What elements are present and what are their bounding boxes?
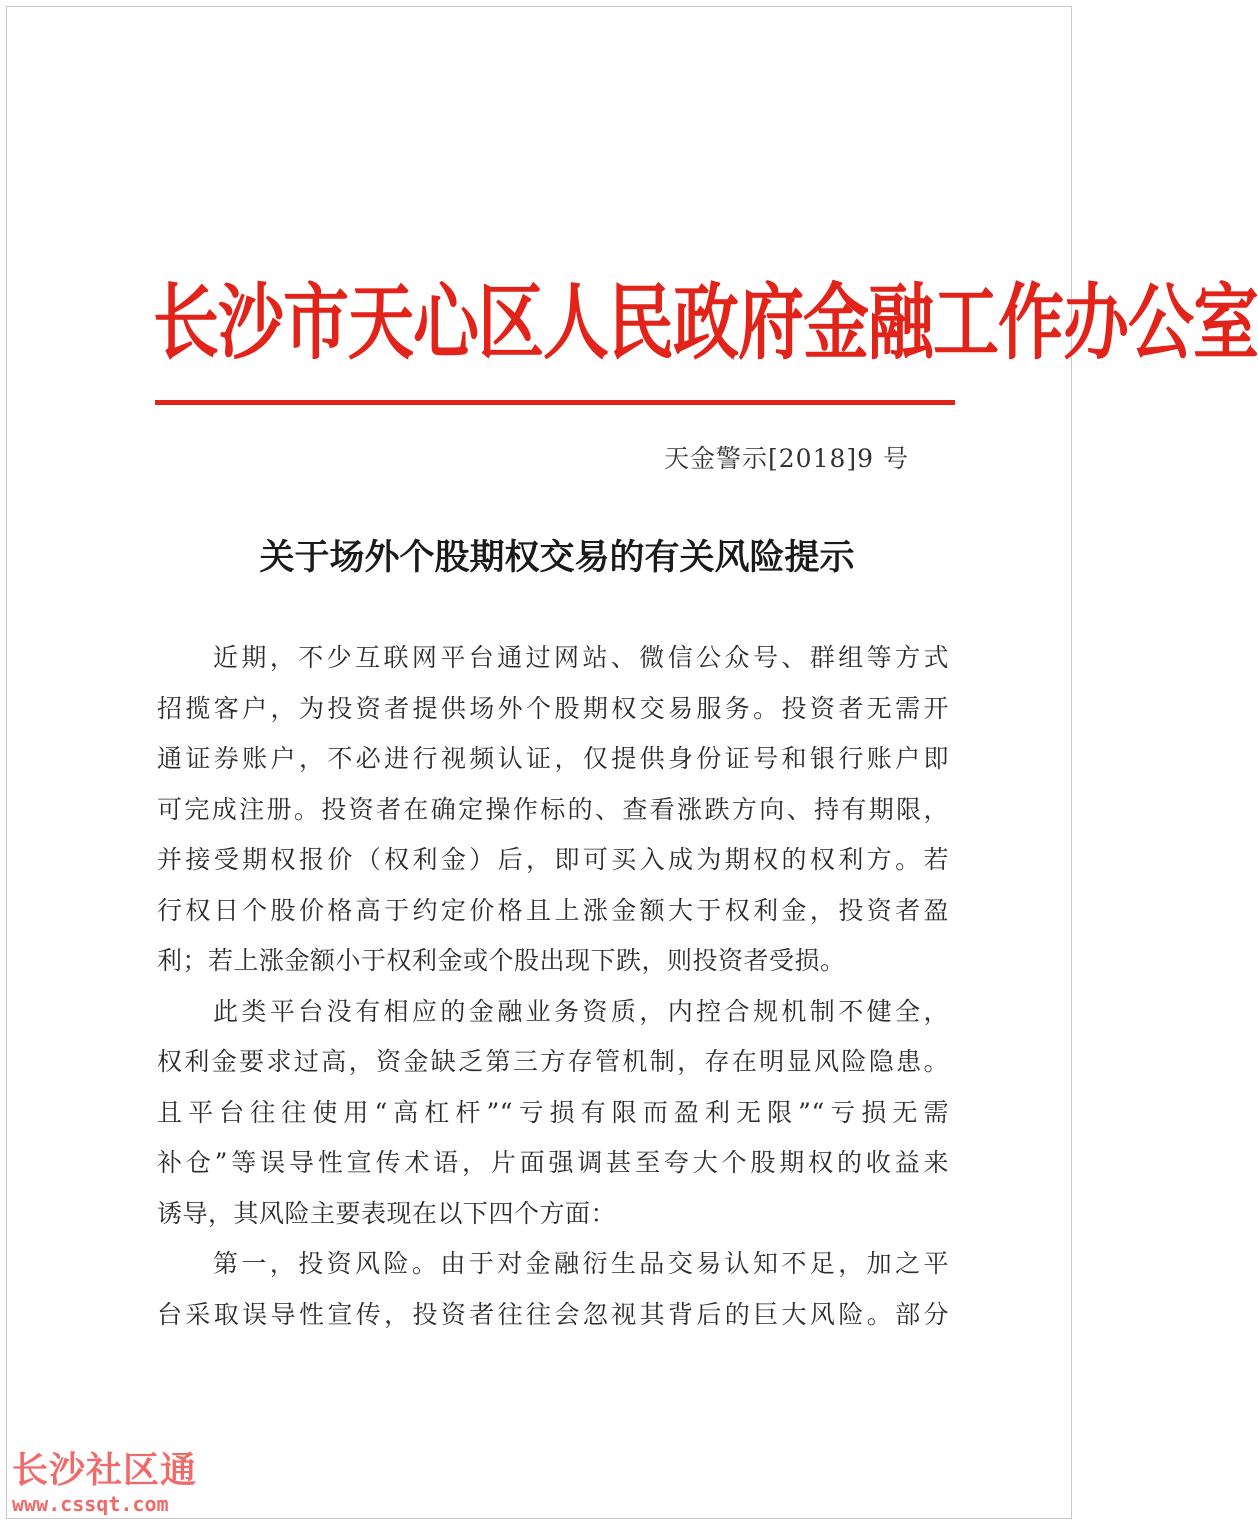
body-line: 近期，不少互联网平台通过网站、微信公众号、群组等方式 bbox=[213, 643, 949, 672]
body-line: 利；若上涨金额小于权利金或个股出现下跌，则投资者受损。 bbox=[157, 946, 846, 975]
watermark-url: www.cssqt.com bbox=[12, 1492, 169, 1516]
body-line: 且平台往往使用“高杠杆”“亏损有限而盈利无限”“亏损无需 bbox=[157, 1097, 949, 1127]
issuing-organization-header: 长沙市天心区人民政府金融工作办公室 bbox=[153, 273, 1258, 371]
body-line: 补仓”等误导性宣传术语，片面强调甚至夸大个股期权的收益来 bbox=[157, 1148, 949, 1177]
body-line: 此类平台没有相应的金融业务资质，内控合规机制不健全， bbox=[213, 996, 949, 1026]
body-line: 权利金要求过高，资金缺乏第三方存管机制，存在明显风险隐患。 bbox=[157, 1047, 949, 1076]
body-line: 招揽客户，为投资者提供场外个股期权交易服务。投资者无需开 bbox=[157, 693, 949, 723]
body-line: 台采取误导性宣传，投资者往往会忽视其背后的巨大风险。部分 bbox=[157, 1299, 949, 1329]
document-number: 天金警示[2018]9 号 bbox=[664, 444, 909, 473]
body-line: 行权日个股价格高于约定价格且上涨金额大于权利金，投资者盈 bbox=[157, 895, 949, 925]
site-watermark bbox=[12, 1450, 222, 1520]
body-line: 通证券账户，不必进行视频认证，仅提供身份证号和银行账户即 bbox=[157, 744, 949, 773]
header-red-rule bbox=[155, 400, 955, 405]
watermark-title: 长沙社区通 bbox=[12, 1450, 198, 1491]
body-line: 第一，投资风险。由于对金融衍生品交易认知不足，加之平 bbox=[213, 1249, 949, 1278]
body-line: 可完成注册。投资者在确定操作标的、查看涨跌方向、持有期限， bbox=[157, 794, 949, 824]
body-line: 并接受期权报价（权利金）后，即可买入成为期权的权利方。若 bbox=[157, 845, 949, 874]
document-body bbox=[157, 633, 949, 1340]
body-line: 诱导，其风险主要表现在以下四个方面： bbox=[157, 1198, 617, 1228]
document-title: 关于场外个股期权交易的有关风险提示 bbox=[259, 538, 855, 578]
document-page bbox=[6, 6, 1258, 1519]
